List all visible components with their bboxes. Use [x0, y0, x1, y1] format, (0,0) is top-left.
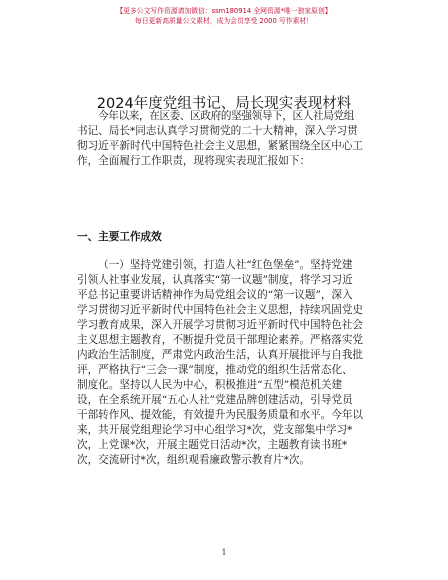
promo-line-1: 【更多公文写作资源请加微信：ssm180914 全网资源*唯一独家原创】	[116, 7, 332, 15]
body-line: 内政治生活制度，严肃党内政治生活，认真开展批评与自我批	[77, 349, 364, 361]
body-line: 学习贯彻习近平新时代中国特色社会主义思想，持续巩固党史	[77, 304, 364, 316]
intro-line: 今年以来，在区委、区政府的坚强领导下，区人社局党组	[98, 110, 354, 122]
intro-paragraph	[77, 109, 375, 169]
section-heading: 一、主要工作成效	[77, 231, 162, 243]
body-line: 次，交流研讨*次，组织观看廉政警示教育片*次。	[77, 454, 311, 466]
promo-line-2: 每日更新高质量公文素材，成为会员享受 2000 写作素材！	[135, 17, 313, 25]
body-line: 平总书记重要讲话精神作为局党组会议的“第一议题”，深入	[77, 289, 353, 301]
body-line: 制度化。坚持以人民为中心，积极推进“五型”模范机关建	[77, 379, 343, 391]
body-line: 引领人社事业发展，认真落实“第一议题”制度，将学习习近	[77, 274, 353, 286]
body-line: 主义思想主题教育，不断提升党员干部理论素养。严格落实党	[77, 334, 364, 346]
body-line: 设，在全系统开展“五心人社”党建品牌创建活动，引导党员	[77, 394, 353, 406]
body-paragraph	[77, 258, 375, 468]
body-line: 干部转作风、提效能，有效提升为民服务质量和水平。今年以	[77, 409, 364, 421]
promo-banner	[0, 6, 448, 26]
intro-line: 作，全面履行工作职责，现将现实表现汇报如下：	[77, 155, 311, 167]
document-title: 2024年度党组书记、局长现实表现材料	[96, 96, 352, 112]
body-line: 来，共开展党组理论学习中心组学习*次，党支部集中学习*	[77, 424, 353, 436]
intro-line: 书记、局长*同志认真学习贯彻党的二十大精神，深入学习贯	[77, 125, 358, 137]
intro-line: 彻习近平新时代中国特色社会主义思想，紧紧围绕全区中心工	[77, 140, 364, 152]
body-line: 学习教育成果，深入开展学习贯彻习近平新时代中国特色社会	[77, 319, 364, 331]
body-line: （一）坚持党建引领，打造人社“红色堡垒”。坚持党建	[98, 259, 353, 271]
page-number: 1	[221, 548, 227, 557]
body-line: 次，上党课*次，开展主题党日活动*次，主题教育读书班*	[77, 439, 348, 451]
body-line: 评，严格执行“三会一课”制度，推动党的组织生活常态化、	[77, 364, 353, 376]
